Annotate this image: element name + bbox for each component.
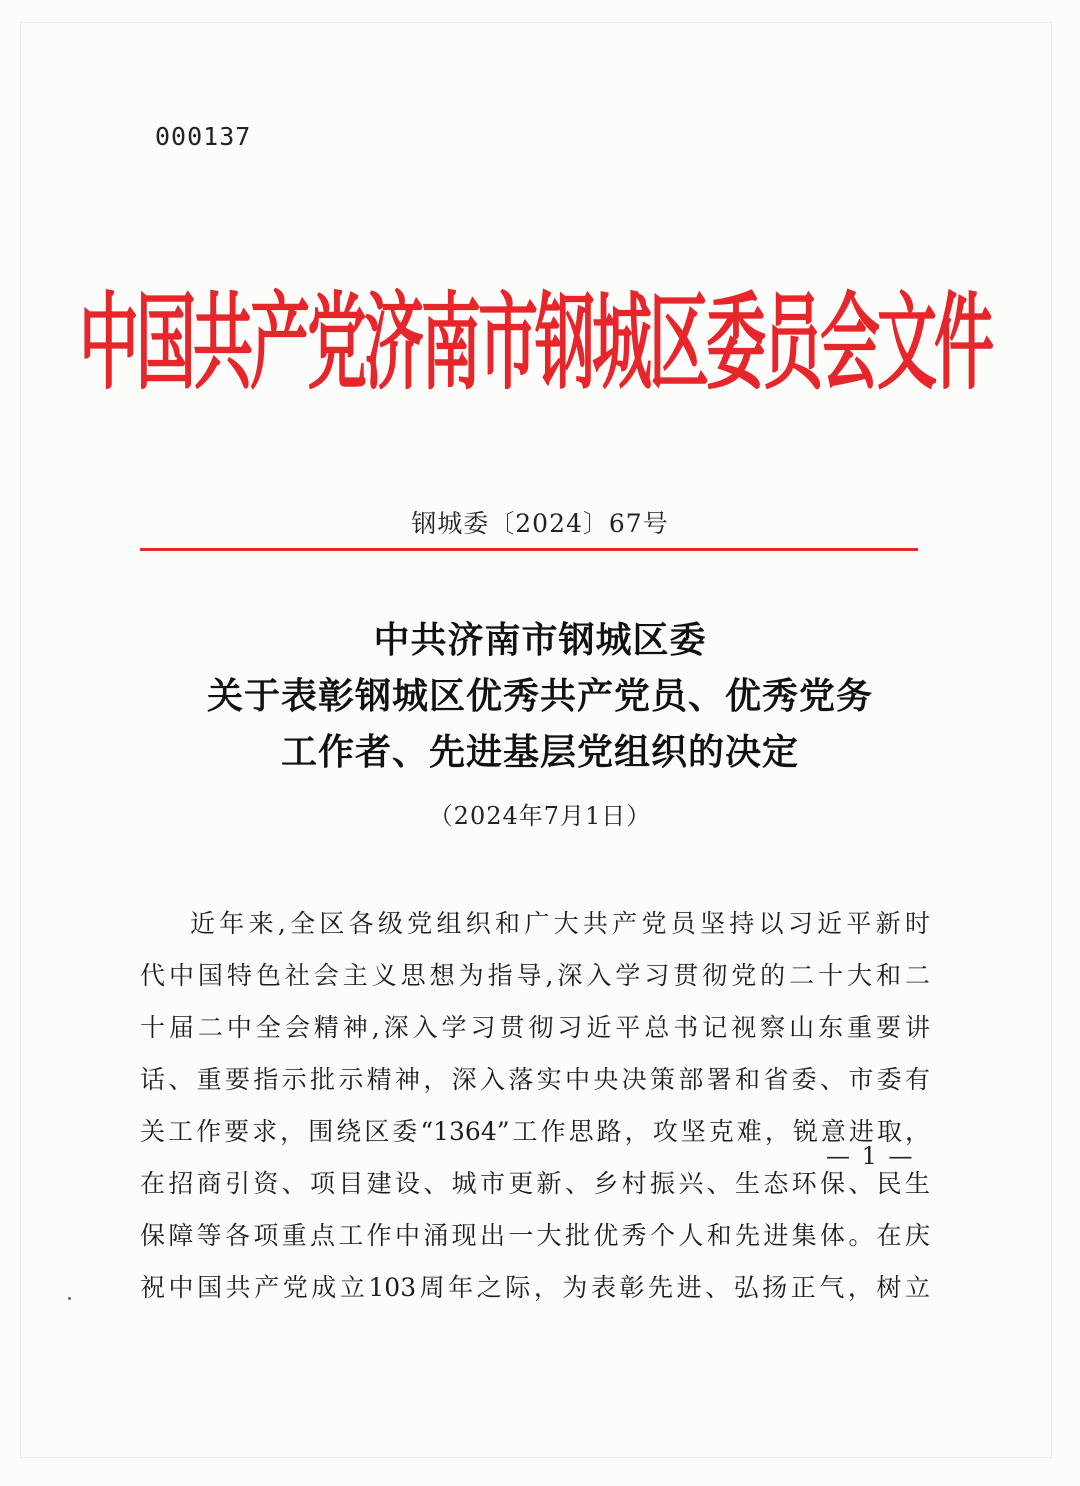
- document-date: （2024年7月1日）: [428, 802, 652, 830]
- document-title: [0, 612, 1080, 780]
- scan-speck: [68, 1297, 71, 1300]
- page-number: — 1 —: [826, 1142, 915, 1170]
- body-line: 代中国特色社会主义思想为指导,深入学习贯彻党的二十大和二: [140, 961, 930, 990]
- title-line: 中共济南市钢城区委: [373, 619, 707, 661]
- red-separator-line: [140, 548, 918, 551]
- body-line: 祝中国共产党成立103周年之际，为表彰先进、弘扬正气，树立: [140, 1273, 930, 1302]
- document-number: 钢城委〔2024〕67号: [411, 509, 669, 538]
- body-line: 十届二中全会精神,深入学习贯彻习近平总书记视察山东重要讲: [140, 1013, 930, 1042]
- body-line: 近年来,全区各级党组织和广大共产党员坚持以习近平新时: [190, 909, 930, 938]
- body-line: 话、重要指示批示精神，深入落实中央决策部署和省委、市委有: [140, 1065, 930, 1094]
- issuer-banner: 中国共产党济南市钢城区委员会文件: [79, 282, 991, 405]
- body-line: 保障等各项重点工作中涌现出一大批优秀个人和先进集体。在庆: [140, 1221, 930, 1250]
- title-line: 关于表彰钢城区优秀共产党员、优秀党务: [206, 675, 873, 717]
- serial-number: 000137: [155, 122, 252, 151]
- body-line: 在招商引资、项目建设、城市更新、乡村振兴、生态环保、民生: [140, 1169, 930, 1198]
- title-line: 工作者、先进基层党组织的决定: [280, 731, 799, 773]
- body-paragraph: [140, 898, 930, 1314]
- body-line: 关工作要求，围绕区委“1364”工作思路，攻坚克难，锐意进取，: [140, 1117, 930, 1146]
